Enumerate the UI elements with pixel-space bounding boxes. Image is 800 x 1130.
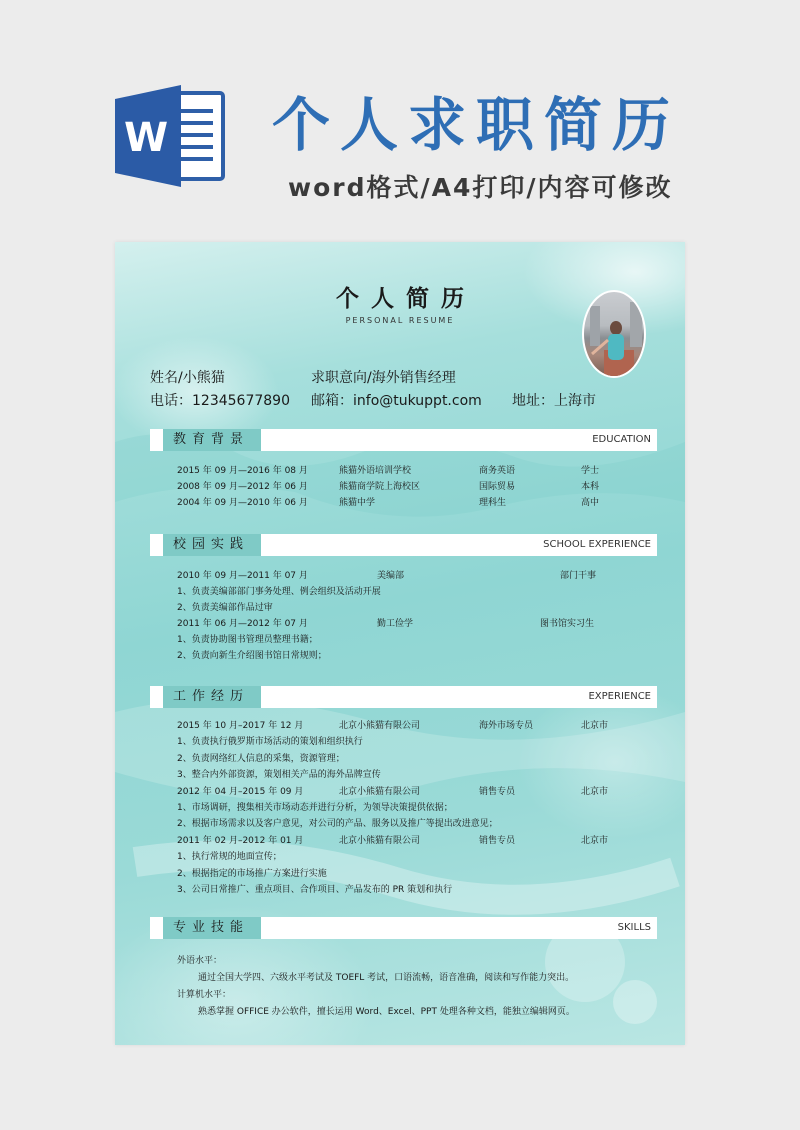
education-cell: 商务英语 [479,466,516,476]
work-date: 2015 年 10 月–2017 年 12 月 [177,721,304,731]
work-company: 北京小熊猫有限公司 [339,835,421,846]
education-cell: 学士 [581,466,600,476]
section-header-campus [150,534,657,556]
work-item: 2、负责网络红人信息的采集，资源管理； [177,753,345,764]
work-item: 2、根据指定的市场推广方案进行实施 [177,868,327,879]
education-cell: 本科 [581,482,600,492]
work-role: 海外市场专员 [479,721,534,731]
banner-subtitle: word格式/A4打印/内容可修改 [288,173,673,202]
campus-org: 美编部 [377,571,405,581]
education-cell: 熊猫中学 [339,498,376,508]
section-title: 工作经历 [163,686,261,708]
work-item: 3、公司日常推广、重点项目、合作项目、产品发布的 PR 策划和执行 [177,885,453,895]
section-title: 专业技能 [163,917,261,939]
work-city: 北京市 [581,835,609,846]
work-item: 1、负责执行俄罗斯市场活动的策划和组织执行 [177,737,363,748]
education-cell: 2004 年 09 月—2010 年 06 月 [177,498,308,508]
campus-org: 勤工俭学 [377,619,414,629]
email-field: 邮箱：info@tukuppt.com [311,393,482,409]
section-header-education [150,429,657,451]
education-cell: 高中 [581,498,600,508]
education-cell: 熊猫外语培训学校 [339,466,412,476]
resume-page [115,242,685,1045]
svg-text:W: W [124,115,169,161]
phone-field: 电话：12345677890 [150,393,290,409]
banner-title: 个人求职简历 [272,91,681,159]
education-cell: 2015 年 09 月—2016 年 08 月 [177,466,308,476]
skills-line: 外语水平： [177,956,223,966]
resume-subtitle: PERSONAL RESUME [345,316,455,325]
profile-photo [582,290,646,378]
work-item: 1、执行常规的地面宣传； [177,852,282,863]
section-title-en: SKILLS [617,922,651,933]
work-item: 2、根据市场需求以及客户意见，对公司的产品、服务以及推广等提出改进意见； [177,819,498,830]
work-item: 3、整合内外部资源，策划相关产品的海外品牌宣传 [177,770,381,781]
section-header-work [150,686,657,708]
work-date: 2011 年 02 月–2012 年 01 月 [177,835,304,846]
word-document-icon [115,85,227,187]
address-field: 地址：上海市 [512,393,596,409]
work-role: 销售专员 [479,786,516,797]
resume-title: 个人简历 [336,286,476,312]
section-title-en: EXPERIENCE [588,691,651,702]
section-header-skills [150,917,657,939]
education-cell: 2008 年 09 月—2012 年 06 月 [177,482,308,492]
campus-date: 2011 年 06 月—2012 年 07 月 [177,619,308,629]
campus-item: 2、负责向新生介绍图书馆日常规则； [177,651,327,661]
campus-date: 2010 年 09 月—2011 年 07 月 [177,571,308,581]
banner [0,0,800,230]
skills-line: 计算机水平： [177,990,232,1000]
education-cell: 国际贸易 [479,482,516,492]
skills-line: 熟悉掌握 OFFICE 办公软件，擅长运用 Word、Excel、PPT 处理各种文档，能独立编辑网页。 [198,1007,575,1017]
campus-item: 1、负责美编部部门事务处理、例会组织及活动开展 [177,587,381,597]
work-company: 北京小熊猫有限公司 [339,786,421,797]
campus-role: 图书馆实习生 [540,619,595,629]
section-title-en: EDUCATION [592,434,651,445]
campus-item: 2、负责美编部作品过审 [177,603,273,613]
education-cell: 熊猫商学院上海校区 [339,482,421,492]
campus-role: 部门干事 [560,571,597,581]
work-city: 北京市 [581,721,609,731]
work-date: 2012 年 04 月–2015 年 09 月 [177,786,304,797]
job-intent-field: 求职意向/海外销售经理 [311,370,456,386]
section-title-en: SCHOOL EXPERIENCE [543,539,651,550]
work-role: 销售专员 [479,835,516,846]
campus-item: 1、负责协助图书管理员整理书籍； [177,635,318,645]
name-field: 姓名/小熊猫 [150,370,225,386]
section-title: 校园实践 [163,534,261,556]
skills-line: 通过全国大学四、六级水平考试及 TOEFL 考试，口语流畅，语音准确，阅读和写作能力突出。 [198,973,575,983]
work-item: 1、市场调研，搜集相关市场动态并进行分析，为领导决策提供依据； [177,803,453,813]
education-cell: 理科生 [479,498,507,508]
section-title: 教育背景 [163,429,261,451]
work-company: 北京小熊猫有限公司 [339,721,421,731]
work-city: 北京市 [581,786,609,797]
